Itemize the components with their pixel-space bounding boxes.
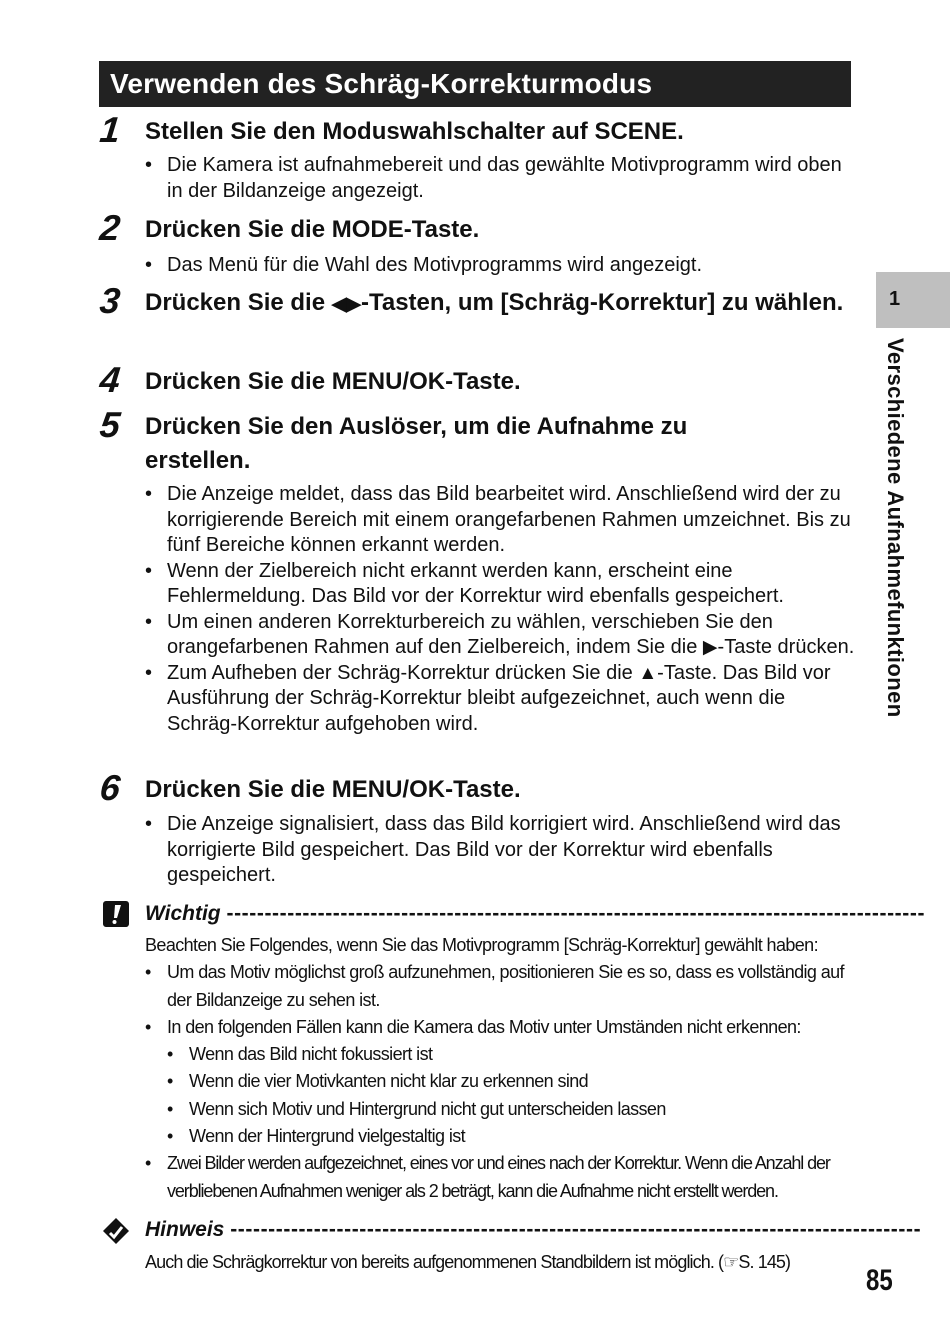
step-heading: Drücken Sie die MENU/OK-Taste. [145,368,521,395]
bullet-icon: • [145,813,153,835]
bullet-icon: • [145,559,153,582]
step-number: 2 [97,207,123,248]
step-number: 3 [97,280,123,321]
divider: -------------------------------------------------------------------------------------------- [226,902,926,925]
list-item: • Die Anzeige signalisiert, dass das Bild korrigiert wird. Anschließend wird das korrigierte Bild gespeichert. Das Bild vor der Korrektur wird ebenfalls gespeichert. [145,813,841,886]
bullet-icon: • [167,1098,173,1119]
bullet-icon: • [145,254,153,276]
list-item: • Um einen anderen Korrekturbereich zu wählen, verschieben Sie den orangefarbenen Rahmen auf den Zielbereich, indem Sie die ▶-Taste drücken. [145,610,857,661]
step-bullets [145,812,857,889]
step-number: 5 [97,404,123,445]
list-item: • Die Kamera ist aufnahmebereit und das gewählte Motivprogramm wird oben in der Bildanzeige angezeigt. [145,154,842,202]
chapter-tab [876,272,950,328]
list-item: • Wenn der Zielbereich nicht erkannt werden kann, erscheint eine Fehlermeldung. Das Bild vor der Korrektur wird ebenfalls gespeichert. [145,559,784,607]
step-heading: Stellen Sie den Moduswahlschalter auf SCENE. [145,118,684,145]
step-bullets [145,253,857,279]
left-right-arrow-icon: ◀▶ [331,294,361,315]
bullet-icon: • [167,1071,173,1092]
bullet-icon: • [145,962,151,983]
bullet-icon: • [145,661,153,684]
step-heading: Drücken Sie die MENU/OK-Taste. [145,776,521,803]
hint-heading: Hinweis ------------------------------------------------------------------------------------------- [145,1218,922,1241]
step-bullets [145,153,857,204]
bullet-icon: • [145,154,153,176]
step-heading: Drücken Sie die ◀▶-Tasten, um [Schräg-Korrektur] zu wählen. [145,286,845,322]
divider: ------------------------------------------------------------------------------------------- [230,1218,922,1241]
list-item: • Zwei Bilder werden aufgezeichnet, eines vor und eines nach der Korrektur. Wenn die Anzahl der verbliebenen Aufnahmen weniger als 2 beträgt, kann die Aufnahme nicht erstellt werden. [145,1150,857,1205]
list-item: • Wenn die vier Motivkanten nicht klar zu erkennen sind [167,1068,857,1095]
list-item: • Zum Aufheben der Schräg-Korrektur drücken Sie die ▲-Taste. Das Bild vor Ausführung der Schräg-Korrektur bleibt aufgezeichnet, auch wenn die Schräg-Korrektur aufgehoben wird. [145,661,831,735]
step-number: 1 [97,109,123,150]
step-number: 6 [97,767,123,808]
list-item: • Um das Motiv möglichst groß aufzunehmen, positionieren Sie es so, dass es vollständig auf der Bildanzeige zu sehen ist. [145,959,857,1014]
list-item: • Das Menü für die Wahl des Motivprogramms wird angezeigt. [145,253,857,279]
list-item: • Die Anzeige meldet, dass das Bild bearbeitet wird. Anschließend wird der zu korrigierende Bereich mit einem orangefarbenen Rahmen umzeichnet. Bis zu fünf Bereiche können erkannt werden. [145,483,851,556]
page-number: 85 [866,1264,893,1297]
important-body [145,932,857,1205]
list-item: • Wenn sich Motiv und Hintergrund nicht gut unterscheiden lassen [167,1096,857,1123]
important-intro: Beachten Sie Folgendes, wenn Sie das Motivprogramm [Schräg-Korrektur] gewählt haben: [145,935,818,955]
hint-icon [102,1217,130,1245]
up-arrow-icon: ▲ [638,662,658,684]
list-item: • In den folgenden Fällen kann die Kamera das Motiv unter Umständen nicht erkennen: • Wenn das Bild nicht fokussiert ist • Wenn die vier Motivkanten nicht klar zu erkennen sind • Wenn sich Motiv und Hintergrund nicht gut unterscheiden lassen • Wenn der Hintergrund vielgestaltig ist [145,1014,857,1150]
step-heading: Drücken Sie den Auslöser, um die Aufnahme zu erstellen. [145,413,688,474]
step-number: 4 [97,359,123,400]
bullet-icon: • [167,1044,173,1065]
important-heading: Wichtig -------------------------------------------------------------------------------------------- [145,902,926,925]
bullet-icon: • [167,1126,173,1147]
bullet-icon: • [145,610,153,633]
right-arrow-icon: ▶ [702,637,718,658]
bullet-icon: • [145,1153,151,1174]
caution-icon [102,900,130,928]
list-item: • Wenn der Hintergrund vielgestaltig ist [167,1123,857,1150]
step-bullets [145,482,857,737]
step-heading: Drücken Sie die MODE-Taste. [145,216,480,243]
section-title: Verwenden des Schräg-Korrekturmodus [99,61,851,107]
chapter-number: 1 [889,288,901,310]
hint-text: Auch die Schrägkorrektur von bereits aufgenommenen Standbildern ist möglich. (☞S. 145) [145,1252,791,1272]
bullet-icon: • [145,483,153,505]
chapter-label: Verschiedene Aufnahmefunktionen [883,338,908,718]
list-item: • Wenn das Bild nicht fokussiert ist [167,1041,857,1068]
page-reference-icon: ☞ [723,1252,739,1272]
bullet-icon: • [145,1016,151,1037]
